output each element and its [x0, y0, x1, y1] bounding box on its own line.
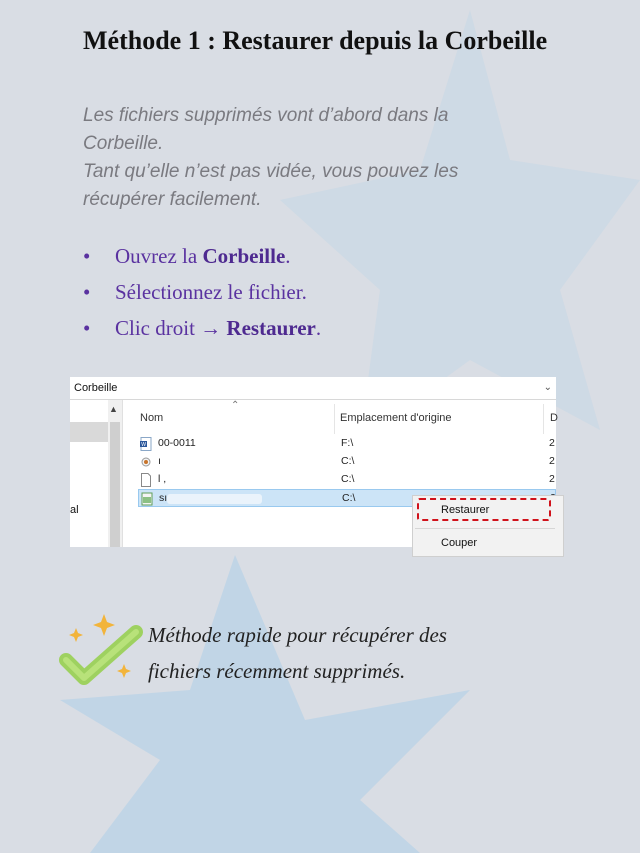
cut-menu-item[interactable]: Couper: [441, 537, 478, 549]
file-location: C:\: [342, 492, 356, 504]
file-row[interactable]: [138, 453, 556, 471]
address-bar[interactable]: [70, 377, 556, 400]
step-emphasis: Restaurer: [226, 316, 316, 340]
bullet-icon: •: [83, 316, 91, 340]
file-row[interactable]: [138, 435, 556, 453]
address-text: Corbeille: [74, 382, 118, 394]
file-location: F:\: [341, 437, 354, 449]
restore-menu-item[interactable]: Restaurer: [441, 504, 490, 516]
step-suffix: .: [285, 244, 291, 268]
file-date: 2: [549, 473, 555, 485]
steps-list: [83, 238, 583, 346]
file-location: C:\: [341, 473, 355, 485]
file-name: l ,: [158, 473, 167, 485]
svg-text:W: W: [141, 442, 146, 448]
file-name: ı: [158, 455, 161, 467]
navigation-selected-item[interactable]: [70, 422, 108, 442]
intro-line: récupérer facilement.: [83, 189, 262, 210]
step-suffix: .: [315, 316, 322, 340]
step-item: [83, 274, 583, 310]
column-headers: [123, 400, 556, 436]
bullet-icon: •: [83, 280, 91, 304]
intro-line: Tant qu’elle n’est pas vidée, vous pouvez les: [83, 161, 459, 182]
file-name: 00-0011: [158, 437, 196, 449]
column-divider[interactable]: [334, 404, 335, 434]
step-text: Sélectionnez le fichier.: [115, 280, 307, 304]
intro-text: [83, 102, 543, 214]
sparkle-checkmark-icon: [62, 612, 146, 692]
bullet-icon: •: [83, 244, 91, 268]
tip-text: [148, 617, 548, 689]
sort-ascending-icon: ⌃: [231, 400, 240, 411]
step-item: [83, 238, 583, 274]
file-date: 2: [549, 437, 555, 449]
navigation-scrollbar[interactable]: [108, 400, 123, 547]
intro-line: Corbeille.: [83, 133, 164, 154]
scrollbar-thumb[interactable]: [110, 422, 120, 547]
blurred-filename: [167, 494, 262, 504]
tip-line: fichiers récemment supprimés.: [148, 659, 406, 683]
file-row[interactable]: [138, 471, 556, 489]
scroll-up-icon[interactable]: ▲: [109, 404, 118, 414]
column-header-date[interactable]: D: [550, 412, 558, 424]
navigation-item-label[interactable]: al: [70, 504, 79, 516]
word-document-icon: [140, 437, 152, 451]
column-header-name[interactable]: Nom: [140, 412, 164, 424]
file-name: sı: [159, 492, 168, 504]
spreadsheet-icon: [141, 492, 153, 506]
step-text: Clic droit →: [115, 316, 227, 340]
chevron-down-icon[interactable]: ⌄: [543, 382, 552, 393]
recycle-bin-window: [70, 377, 556, 547]
file-date: 2: [549, 455, 555, 467]
page-title: Méthode 1 : Restaurer depuis la Corbeille: [83, 26, 548, 55]
file-icon: [140, 455, 152, 469]
context-menu: [412, 495, 564, 557]
tip-line: Méthode rapide pour récupérer des: [148, 623, 447, 647]
step-text: Ouvrez la: [115, 244, 203, 268]
navigation-pane: [70, 400, 109, 547]
column-divider[interactable]: [543, 404, 544, 434]
step-item: [83, 310, 583, 346]
file-location: C:\: [341, 455, 355, 467]
step-emphasis: Corbeille: [202, 244, 286, 268]
intro-line: Les fichiers supprimés vont d’abord dans la: [83, 105, 449, 126]
column-header-location[interactable]: Emplacement d'origine: [340, 412, 452, 424]
menu-divider: [415, 528, 555, 529]
blank-file-icon: [140, 473, 152, 487]
